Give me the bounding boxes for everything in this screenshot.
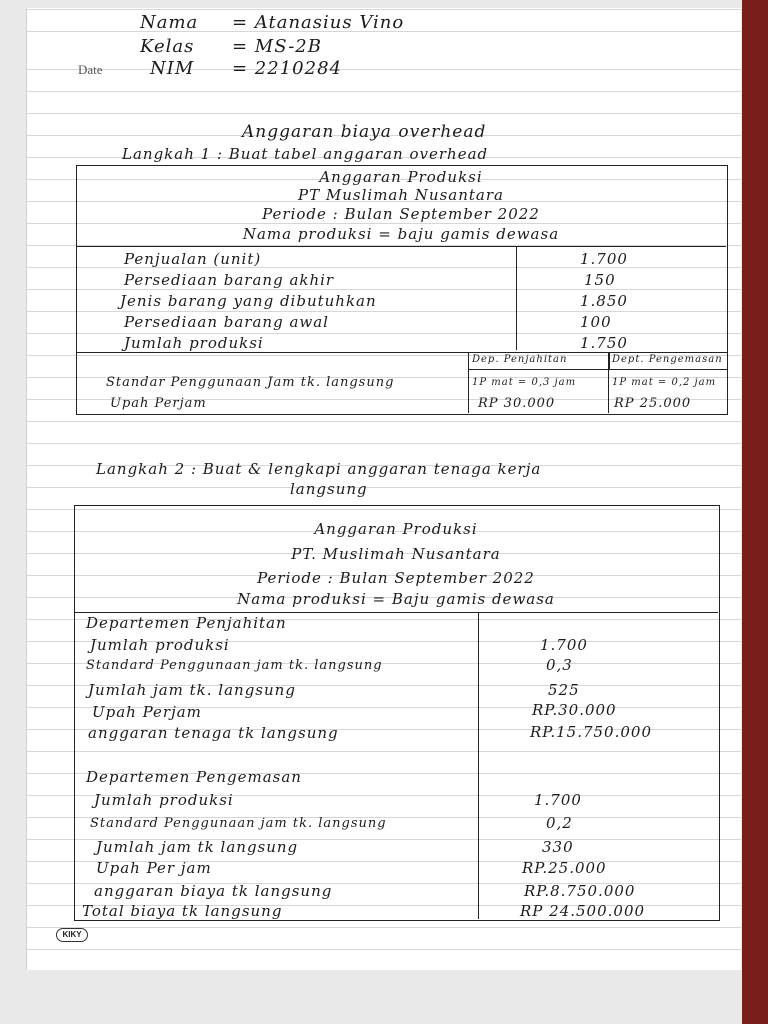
step1-row-label: Jenis barang yang dibutuhkan: [120, 292, 377, 310]
step2-title-3: Periode : Bulan September 2022: [257, 569, 535, 587]
upah-value-penjahitan: RP 30.000: [478, 396, 556, 411]
total-value: RP 24.500.000: [520, 902, 646, 920]
nama-label: Nama: [140, 12, 199, 33]
step1-col-line: [468, 368, 469, 413]
pengemasan-row-label: Jumlah jam tk langsung: [96, 838, 299, 856]
step1-row-label: Penjualan (unit): [124, 250, 262, 268]
page-title: Anggaran biaya overhead: [242, 122, 487, 142]
pengemasan-row-label: Jumlah produksi: [94, 791, 234, 809]
step1-row-value: 1.750: [580, 334, 628, 352]
nim-value: = 2210284: [232, 58, 342, 79]
step1-row-label: Jumlah produksi: [124, 334, 264, 352]
upah-label: Upah Perjam: [110, 396, 207, 411]
date-label: Date: [78, 62, 103, 77]
step2-heading-2: langsung: [290, 480, 368, 498]
step2-divider: [74, 612, 718, 613]
penjahitan-row-label: Jumlah produksi: [90, 636, 230, 654]
pengemasan-row-value: 0,2: [546, 814, 573, 832]
pengemasan-row-value: 330: [542, 838, 574, 856]
step1-row-value: 100: [580, 313, 612, 331]
dept-pengemasan-header: Dept. Pengemasan: [612, 354, 723, 365]
step2-title-4: Nama produksi = Baju gamis dewasa: [237, 590, 555, 608]
dept-pengemasan-title: Departemen Pengemasan: [86, 768, 302, 786]
step2-title-1: Anggaran Produksi: [314, 520, 478, 538]
pengemasan-row-value: RP.25.000: [522, 859, 607, 877]
upah-value-pengemasan: RP 25.000: [614, 396, 692, 411]
penjahitan-row-label: Jumlah jam tk. langsung: [88, 681, 296, 699]
total-label: Total biaya tk langsung: [82, 902, 283, 920]
step1-heading: Langkah 1 : Buat tabel anggaran overhead: [122, 145, 489, 163]
penjahitan-row-label: Standard Penggunaan jam tk. langsung: [86, 658, 383, 673]
step1-col-line: [608, 368, 609, 413]
step1-title-1: Anggaran Produksi: [319, 168, 483, 186]
step2-title-2: PT. Muslimah Nusantara: [291, 545, 501, 563]
penjahitan-row-value: RP.30.000: [532, 701, 617, 719]
penjahitan-row-value: RP.15.750.000: [530, 723, 652, 741]
penjahitan-row-label: Upah Perjam: [92, 703, 202, 721]
step1-row-value: 1.700: [580, 250, 628, 268]
step1-row-value: 150: [584, 271, 616, 289]
penjahitan-row-value: 1.700: [540, 636, 588, 654]
pengemasan-row-label: Standard Penggunaan jam tk. langsung: [90, 816, 387, 831]
pengemasan-row-label: Upah Per jam: [96, 859, 212, 877]
step1-title-4: Nama produksi = baju gamis dewasa: [242, 225, 560, 243]
step1-row-label: Persediaan barang akhir: [124, 271, 335, 289]
step1-row-value: 1.850: [580, 292, 628, 310]
pengemasan-row-value: 1.700: [534, 791, 582, 809]
step2-heading-1: Langkah 2 : Buat & lengkapi anggaran tenaga kerja: [96, 460, 542, 478]
penjahitan-row-value: 525: [548, 681, 580, 699]
step1-value-column-line: [516, 246, 517, 350]
penjahitan-row-label: anggaran tenaga tk langsung: [88, 724, 339, 742]
binder-edge: [742, 0, 768, 1024]
kelas-value: = MS-2B: [232, 36, 322, 57]
step1-title-2: PT Muslimah Nusantara: [298, 186, 504, 204]
penjahitan-row-value: 0,3: [546, 656, 573, 674]
nama-value: = Atanasius Vino: [232, 12, 405, 33]
dept-penjahitan-title: Departemen Penjahitan: [86, 614, 287, 632]
nim-label: NIM: [150, 58, 195, 79]
standard-value-penjahitan: 1P mat = 0,3 jam: [472, 377, 577, 388]
step1-row-label: Persediaan barang awal: [124, 313, 329, 331]
pengemasan-row-label: anggaran biaya tk langsung: [94, 882, 333, 900]
dept-penjahitan-header: Dep. Penjahitan: [472, 354, 568, 365]
pengemasan-row-value: RP.8.750.000: [524, 882, 636, 900]
standard-value-pengemasan: 1P mat = 0,2 jam: [612, 377, 717, 388]
step1-title-3: Periode : Bulan September 2022: [262, 205, 540, 223]
step2-value-column-line: [478, 612, 479, 919]
standard-label: Standar Penggunaan Jam tk. langsung: [106, 375, 395, 390]
kelas-label: Kelas: [140, 36, 195, 57]
notebook-brand-logo: KIKY: [56, 928, 88, 942]
step1-divider: [76, 246, 726, 247]
